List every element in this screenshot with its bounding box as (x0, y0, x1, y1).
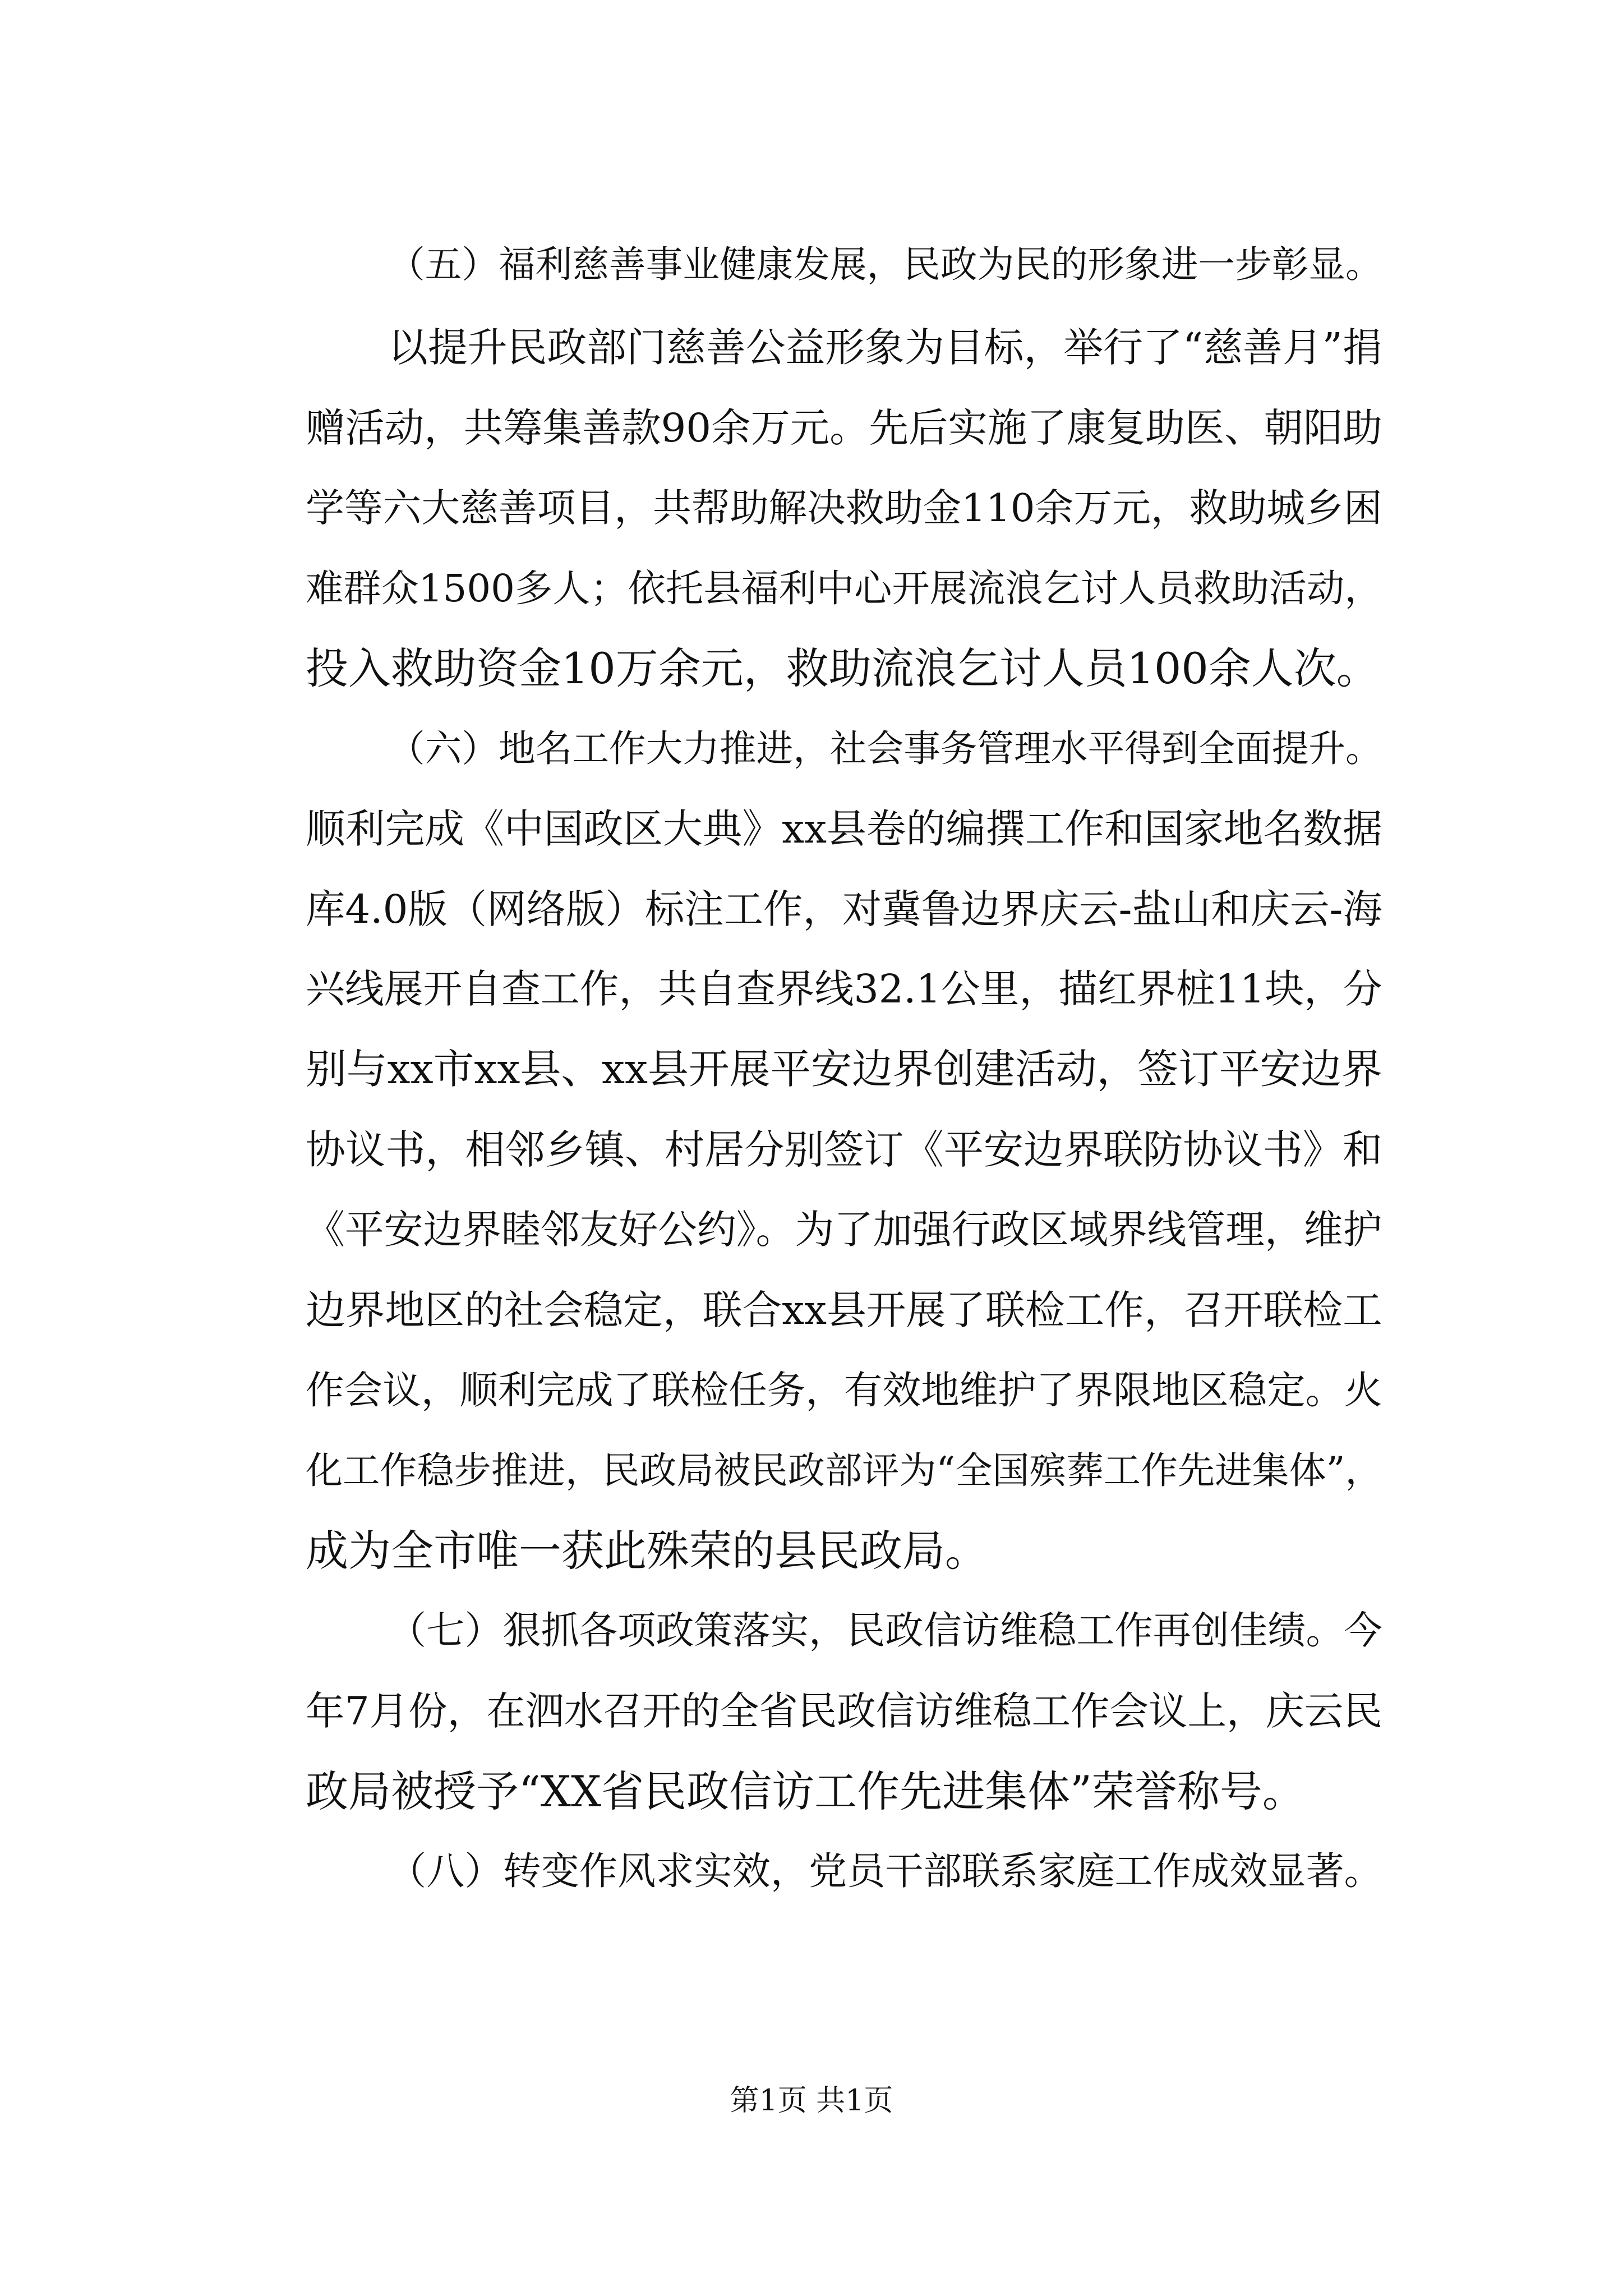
paragraph-line: 化工作稳步推进，民政局被民政部评为“全国殡葬工作先进集体”， (306, 1449, 1382, 1492)
paragraph-line: 兴线展开自查工作，共自查界线32.1公里，描红界桩11块，分 (306, 967, 1382, 1012)
page-footer: 第1页 共1页 (730, 2084, 893, 2118)
paragraph-heading-7: （七）狠抓各项政策落实，民政信访维稳工作再创佳绩。今 (388, 1609, 1382, 1653)
paragraph-heading-6: （六）地名工作大力推进，社会事务管理水平得到全面提升。 (388, 728, 1382, 770)
paragraph-line: 库4.0版（网络版）标注工作，对冀鲁边界庆云-盐山和庆云-海 (306, 886, 1382, 932)
paragraph-line: 作会议，顺利完成了联检任务，有效地维护了界限地区稳定。火 (306, 1368, 1382, 1413)
paragraph-line: 赠活动，共筹集善款90余万元。先后实施了康复助医、朝阳助 (306, 405, 1382, 451)
paragraph-line: 边界地区的社会稳定，联合xx县开展了联检工作，召开联检工 (306, 1287, 1382, 1333)
paragraph-line: 顺利完成《中国政区大典》xx县卷的编撰工作和国家地名数据 (306, 806, 1382, 852)
paragraph-line: 年7月份，在泗水召开的全省民政信访维稳工作会议上，庆云民 (306, 1689, 1382, 1734)
paragraph-line: 学等六大慈善项目，共帮助解决救助金110余万元，救助城乡困 (306, 486, 1382, 531)
paragraph-line: 别与xx市xx县、xx县开展平安边界创建活动，签订平安边界 (306, 1046, 1382, 1093)
paragraph-heading-5: （五）福利慈善事业健康发展，民政为民的形象进一步彰显。 (388, 243, 1382, 286)
paragraph-line: 协议书，相邻乡镇、村居分别签订《平安边界联防协议书》和 (306, 1126, 1382, 1173)
paragraph-line: 《平安边界睦邻友好公约》。为了加强行政区域界线管理，维护 (306, 1207, 1382, 1253)
paragraph-line: 投入救助资金10万余元，救助流浪乞讨人员100余人次。 (306, 643, 1379, 693)
paragraph-line: 以提升民政部门慈善公益形象为目标，举行了“慈善月”捐 (388, 324, 1382, 371)
paragraph-heading-8: （八）转变作风求实效，党员干部联系家庭工作成效显著。 (388, 1849, 1382, 1894)
paragraph-line: 难群众1500多人；依托县福利中心开展流浪乞讨人员救助活动， (306, 567, 1382, 610)
paragraph-line: 成为全市唯一获此殊荣的县民政局。 (306, 1526, 988, 1576)
paragraph-line: 政局被授予“XX省民政信访工作先进集体”荣誉称号。 (306, 1766, 1305, 1816)
